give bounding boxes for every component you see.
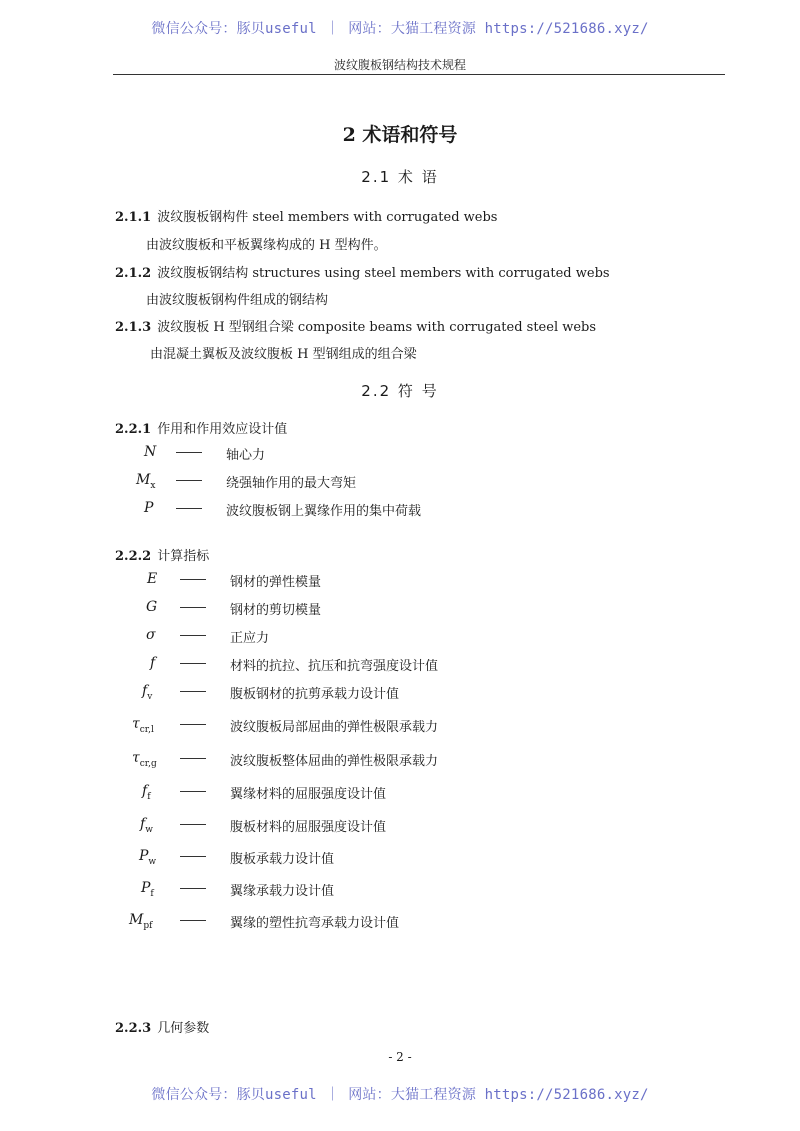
symbol-description: 波纹腹板钢上翼缘作用的集中荷载 (226, 504, 422, 519)
watermark-top: 微信公众号：豚贝useful ｜ 网站：大猫工程资源 https://521686.xyz/ (151, 21, 649, 37)
em-dash (180, 579, 206, 580)
em-dash (180, 691, 206, 692)
symbol-row (0, 472, 800, 496)
em-dash (180, 635, 206, 636)
term-definition: 由混凝土翼板及波纹腹板 H 型钢组成的组合梁 (150, 347, 417, 362)
symbol: σ (146, 627, 156, 643)
term-heading (115, 206, 497, 225)
em-dash (180, 920, 206, 921)
watermark-bottom: 微信公众号：豚贝useful ｜ 网站：大猫工程资源 https://521686.xyz/ (151, 1087, 649, 1103)
symbol-description: 腹板材料的屈服强度设计值 (230, 820, 387, 835)
symbol-row (0, 500, 800, 524)
chapter-title: 2 术语和符号 (342, 124, 458, 146)
symbol-group-heading (115, 1017, 209, 1036)
symbol-description: 正应力 (230, 631, 270, 646)
group-title: 作用和作用效应设计值 (157, 422, 288, 437)
symbol: $f_v$ (142, 683, 153, 702)
symbol-description: 波纹腹板整体屈曲的弹性极限承载力 (230, 754, 439, 769)
symbol-row (0, 848, 800, 872)
term-definition: 由波纹腹板和平板翼缘构成的 H 型构件。 (146, 238, 387, 253)
group-title: 几何参数 (157, 1021, 210, 1036)
symbol-row (0, 571, 800, 595)
symbol: $M_x$ (136, 472, 156, 491)
section-title-terms: 2.1 术 语 (361, 168, 439, 186)
header-rule (113, 74, 725, 75)
symbol-description: 腹板钢材的抗剪承载力设计值 (230, 687, 400, 702)
em-dash (180, 824, 206, 825)
symbol-group-heading (115, 545, 209, 564)
symbol-description: 波纹腹板局部屈曲的弹性极限承载力 (230, 720, 439, 735)
term-number: 2.1.2 (115, 266, 152, 281)
symbol-row (0, 816, 800, 840)
em-dash (176, 480, 202, 481)
symbol-row (0, 599, 800, 623)
page-number: - 2 - (388, 1050, 412, 1064)
symbol: $f_f$ (142, 783, 151, 802)
symbol: $\tau_{cr,g}$ (132, 750, 157, 769)
term-heading (115, 262, 610, 281)
symbol: f (150, 655, 156, 671)
symbol-row (0, 444, 800, 468)
group-number: 2.2.2 (115, 549, 152, 564)
group-number: 2.2.1 (115, 422, 152, 437)
em-dash (180, 856, 206, 857)
symbol-description: 绕强轴作用的最大弯矩 (226, 476, 357, 491)
symbol: N (144, 444, 157, 460)
symbol-description: 钢材的弹性模量 (230, 575, 322, 590)
symbol: $\tau_{cr,l}$ (132, 716, 154, 735)
symbol: $M_{pf}$ (129, 912, 153, 931)
term-title: 波纹腹板 H 型钢组合梁 composite beams with corrugated steel webs (157, 320, 597, 335)
term-number: 2.1.1 (115, 210, 152, 225)
symbol: E (147, 571, 158, 587)
term-number: 2.1.3 (115, 320, 152, 335)
running-head: 波纹腹板钢结构技术规程 (333, 58, 466, 72)
em-dash (180, 724, 206, 725)
symbol-row (0, 655, 800, 679)
symbol: P (144, 500, 154, 516)
term-definition: 由波纹腹板钢构件组成的钢结构 (146, 293, 329, 308)
symbol-row (0, 627, 800, 651)
symbol: G (146, 599, 158, 615)
em-dash (180, 663, 206, 664)
em-dash (180, 791, 206, 792)
symbol-group-heading (115, 418, 287, 437)
section-title-symbols: 2.2 符 号 (361, 382, 439, 400)
term-heading (115, 316, 596, 335)
symbol-description: 材料的抗拉、抗压和抗弯强度设计值 (230, 659, 439, 674)
symbol-description: 翼缘材料的屈服强度设计值 (230, 787, 387, 802)
symbol-description: 轴心力 (226, 448, 266, 463)
group-number: 2.2.3 (115, 1021, 152, 1036)
em-dash (180, 888, 206, 889)
symbol: $P_f$ (141, 880, 154, 899)
symbol: $f_w$ (140, 816, 153, 835)
symbol-row (0, 912, 800, 936)
symbol-row (0, 783, 800, 807)
em-dash (176, 452, 202, 453)
term-title: 波纹腹板钢构件 steel members with corrugated webs (157, 210, 498, 225)
em-dash (176, 508, 202, 509)
symbol-row (0, 716, 800, 740)
term-title: 波纹腹板钢结构 structures using steel members with corrugated webs (157, 266, 610, 281)
group-title: 计算指标 (157, 549, 210, 564)
em-dash (180, 607, 206, 608)
symbol-row (0, 750, 800, 774)
symbol-row (0, 880, 800, 904)
symbol-row (0, 683, 800, 707)
symbol-description: 翼缘承载力设计值 (230, 884, 335, 899)
symbol-description: 钢材的剪切模量 (230, 603, 322, 618)
symbol: $P_w$ (139, 848, 157, 867)
symbol-description: 翼缘的塑性抗弯承载力设计值 (230, 916, 400, 931)
em-dash (180, 758, 206, 759)
symbol-description: 腹板承载力设计值 (230, 852, 335, 867)
